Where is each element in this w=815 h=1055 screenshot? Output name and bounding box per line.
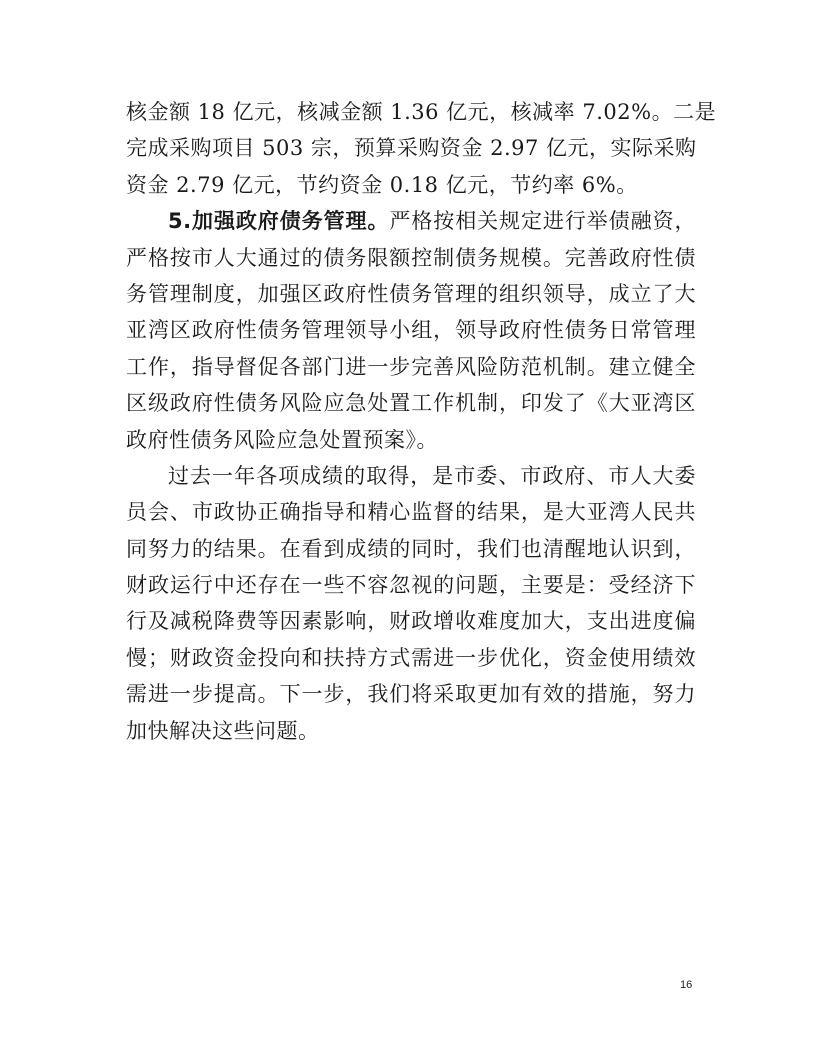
- text-span: 严格按相关规定进行举债融资，: [389, 209, 697, 234]
- text-line: 同努力的结果。在看到成绩的同时，我们也清醒地认识到，: [126, 536, 696, 561]
- text-line: 行及减税降费等因素影响，财政增收难度加大，支出进度偏: [126, 609, 696, 634]
- text-line: 需进一步提高。下一步，我们将采取更加有效的措施，努力: [126, 682, 696, 707]
- text-line: 完成采购项目 503 宗，预算采购资金 2.97 亿元，实际采购: [126, 136, 697, 161]
- paragraph-procurement: [126, 94, 717, 203]
- page-number: 16: [680, 979, 693, 991]
- text-line: 财政运行中还存在一些不容忽视的问题，主要是：受经济下: [126, 573, 696, 598]
- text-line: 严格按市人大通过的债务限额控制债务规模。完善政府性债: [126, 245, 696, 270]
- text-line: 加快解决这些问题。: [126, 718, 320, 743]
- text-line: 慢；财政资金投向和扶持方式需进一步优化，资金使用绩效: [126, 645, 696, 670]
- section-heading: 5.加强政府债务管理。: [168, 209, 390, 234]
- text-line: 资金 2.79 亿元，节约资金 0.18 亿元，节约率 6%。: [126, 172, 638, 197]
- paragraph-debt-management: [126, 203, 696, 458]
- text-line: 核金额 18 亿元，核减金额 1.36 亿元，核减率 7.02%。二是: [126, 100, 717, 124]
- text-line: [126, 203, 696, 239]
- text-line: 员会、市政协正确指导和精心监督的结果，是大亚湾人民共: [126, 500, 696, 525]
- text-line: 务管理制度，加强区政府性债务管理的组织领导，成立了大: [126, 281, 696, 306]
- paragraph-summary: [126, 458, 696, 749]
- text-line: 过去一年各项成绩的取得，是市委、市政府、市人大委: [168, 463, 696, 488]
- document-body: [126, 94, 717, 749]
- text-line: 亚湾区政府性债务管理领导小组，领导政府性债务日常管理: [126, 318, 696, 343]
- text-line: 工作，指导督促各部门进一步完善风险防范机制。建立健全: [126, 354, 696, 379]
- text-line: 政府性债务风险应急处置预案》。: [126, 427, 438, 452]
- text-line: 区级政府性债务风险应急处置工作机制，印发了《大亚湾区: [126, 391, 696, 416]
